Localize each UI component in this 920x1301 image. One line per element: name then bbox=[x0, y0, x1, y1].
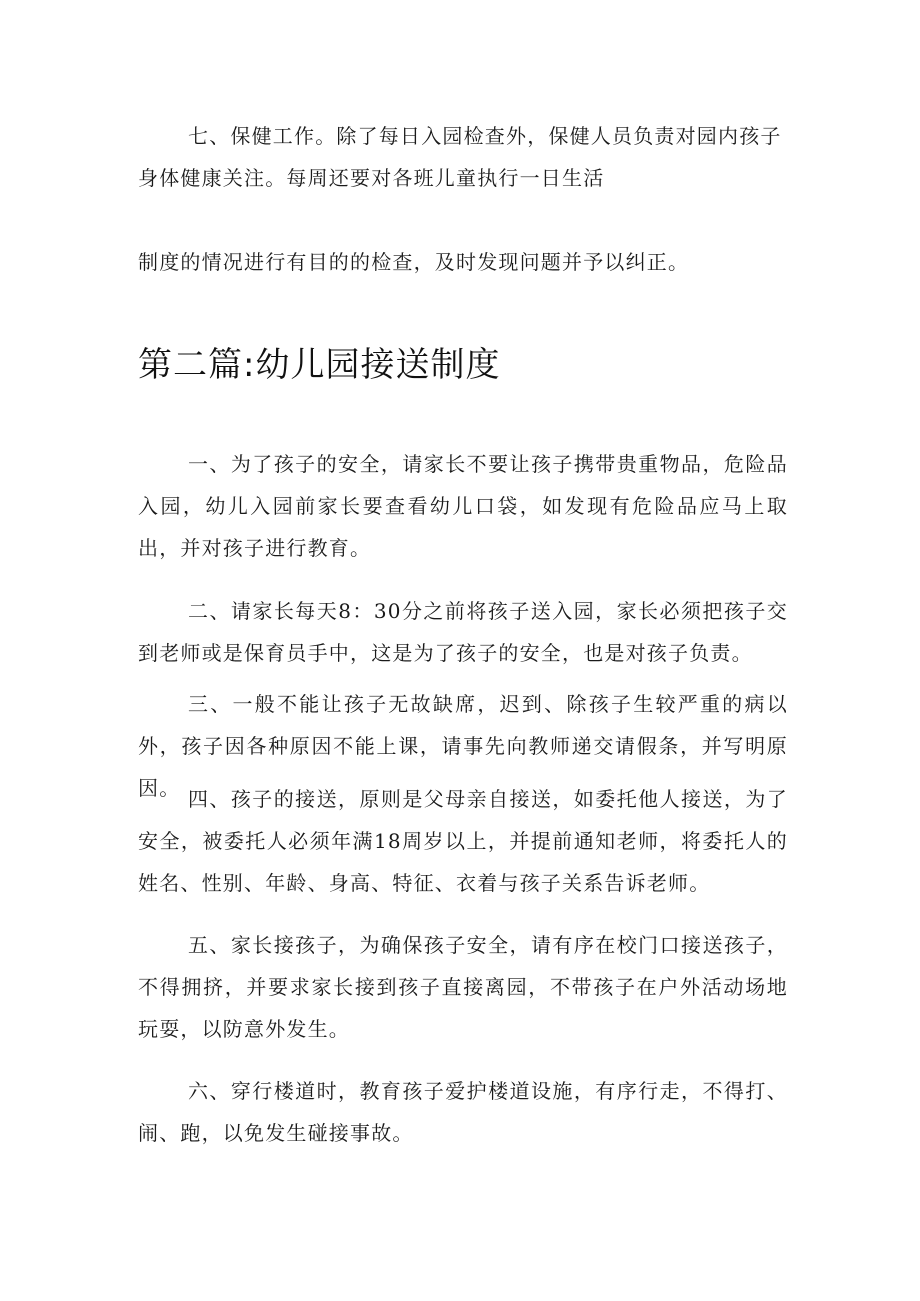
paragraph-seven-health-work bbox=[138, 115, 788, 199]
rule-five: 五、家长接孩子，为确保孩子安全，请有序在校门口接送孩子，不得拥挤，并要求家长接到孩子直接离园，不带孩子在户外活动场地玩耍，以防意外发生。 bbox=[138, 933, 788, 1041]
paragraph-seven-line-2: 身体健康关注。每周还要对各班儿童执行一日生活 bbox=[138, 166, 605, 190]
rule-four: 四、孩子的接送，原则是父母亲自接送，如委托他人接送，为了安全，被委托人必须年满18周岁以上，并提前通知老师，将委托人的姓名、性别、年龄、身高、特征、衣着与孩子关系告诉老师。 bbox=[138, 787, 788, 895]
rule-six: 六、穿行楼道时，教育孩子爱护楼道设施，有序行走，不得打、闹、跑，以免发生碰接事故。 bbox=[138, 1079, 788, 1145]
chapter-title: 第二篇:幼儿园接送制度 bbox=[138, 345, 501, 385]
paragraph-seven-line-1: 七、保健工作。除了每日入园检查外，保健人员负责对园内孩子 bbox=[188, 124, 782, 148]
rule-two: 二、请家长每天8：30分之前将孩子送入园，家长必须把孩子交到老师或是保育员手中，这是为了孩子的安全，也是对孩子负责。 bbox=[138, 599, 788, 665]
paragraph-seven-continuation: 制度的情况进行有目的的检查，及时发现问题并予以纠正。 bbox=[138, 250, 690, 274]
rule-one: 一、为了孩子的安全，请家长不要让孩子携带贵重物品，危险品入园，幼儿入园前家长要查看幼儿口袋，如发现有危险品应马上取出，并对孩子进行教育。 bbox=[138, 452, 788, 560]
rule-three: 三、一般不能让孩子无故缺席，迟到、除孩子生较严重的病以外，孩子因各种原因不能上课，请事先向教师递交请假条，并写明原因。 bbox=[138, 692, 788, 800]
